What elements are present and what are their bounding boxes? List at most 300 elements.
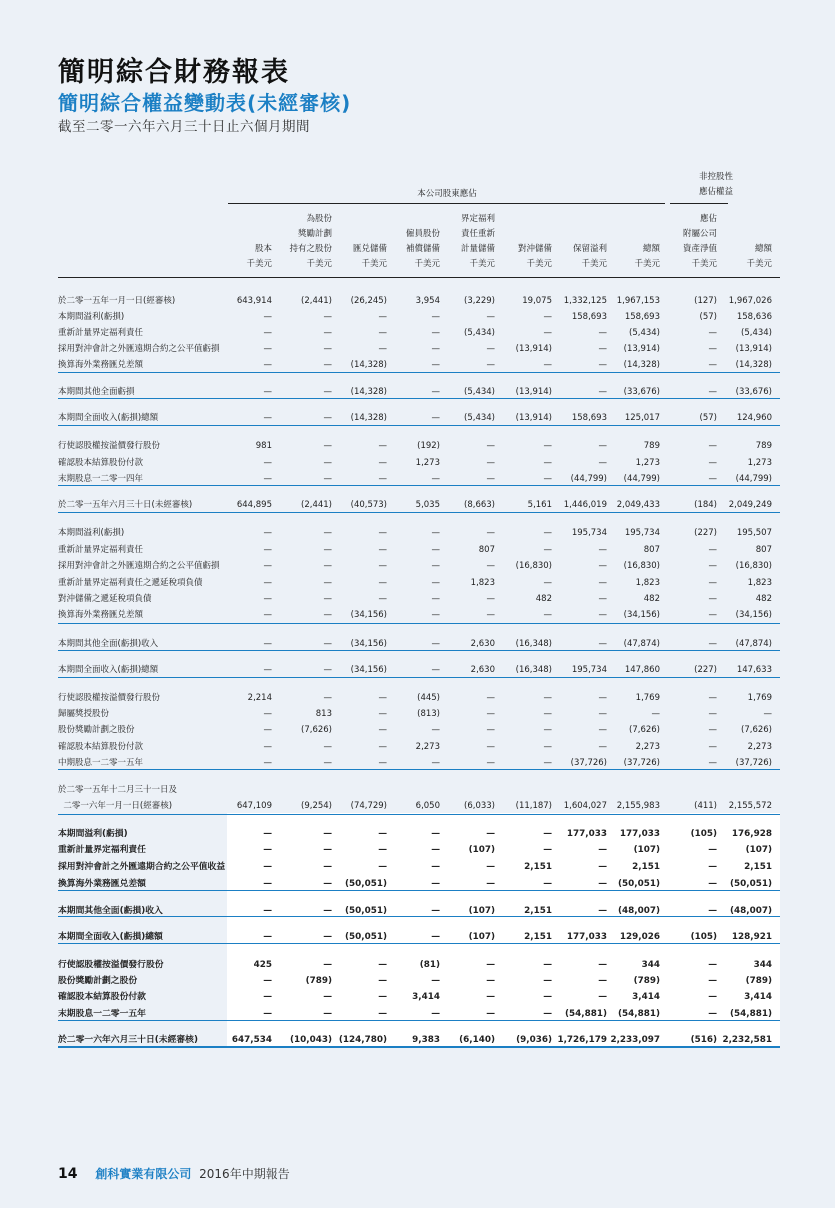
cell-value: (48,007): [618, 906, 660, 916]
cell-value: —: [323, 344, 332, 354]
row-label: 確認股本結算股份付款: [58, 992, 146, 1002]
cell-value: —: [378, 693, 387, 703]
cell-value: (7,626): [741, 725, 772, 735]
column-header: 股本 千美元: [246, 244, 272, 269]
cell-value: —: [431, 862, 440, 872]
cell-value: —: [543, 578, 552, 588]
cell-value: —: [323, 610, 332, 620]
cell-value: —: [323, 862, 332, 872]
cell-value: (50,051): [618, 879, 660, 889]
cell-value: —: [486, 758, 495, 768]
cell-value: —: [378, 845, 387, 855]
cell-value: (37,726): [735, 758, 772, 768]
cell-value: (44,799): [570, 474, 607, 484]
cell-value: 425: [253, 960, 272, 970]
cell-value: 2,151: [524, 932, 552, 942]
cell-value: 2,049,433: [616, 500, 660, 510]
cell-value: —: [263, 845, 272, 855]
cell-value: —: [263, 474, 272, 484]
cell-value: (184): [694, 500, 717, 510]
row-label: 末期股息一二零一五年: [58, 1009, 146, 1019]
cell-value: 147,860: [624, 665, 660, 675]
cell-value: —: [431, 845, 440, 855]
cell-value: 1,967,153: [616, 296, 660, 306]
cell-value: —: [378, 312, 387, 322]
row-label: 中期股息一二零一五年: [58, 758, 144, 768]
cell-value: —: [598, 992, 607, 1002]
cell-value: (40,573): [350, 500, 387, 510]
cell-value: —: [323, 1009, 332, 1019]
cell-value: 2,273: [747, 742, 772, 752]
cell-value: —: [598, 845, 607, 855]
cell-value: —: [486, 441, 495, 451]
cell-value: —: [263, 862, 272, 872]
cell-value: (54,881): [565, 1009, 607, 1019]
cell-value: —: [543, 458, 552, 468]
cell-value: —: [263, 906, 272, 916]
row-label: 本期間其他全面虧損: [58, 387, 135, 397]
cell-value: —: [543, 742, 552, 752]
table-row: [58, 455, 780, 471]
cell-value: (57): [699, 413, 717, 423]
cell-value: 177,033: [566, 829, 607, 839]
cell-value: (34,156): [623, 610, 660, 620]
cell-value: —: [486, 474, 495, 484]
cell-value: (16,830): [735, 561, 772, 571]
cell-value: 644,895: [236, 500, 272, 510]
cell-value: —: [431, 594, 440, 604]
cell-value: —: [543, 725, 552, 735]
cell-value: —: [378, 829, 387, 839]
cell-value: —: [598, 906, 607, 916]
table-row: [58, 525, 780, 541]
cell-value: —: [323, 578, 332, 588]
cell-value: (789): [305, 976, 332, 986]
page-number: 14: [58, 1166, 78, 1182]
nci-header: 非控股性 應佔權益: [698, 172, 733, 197]
cell-value: 147,633: [736, 665, 772, 675]
cell-value: 344: [641, 960, 660, 970]
table-row: [58, 755, 780, 771]
table-row: [58, 842, 780, 858]
cell-value: —: [323, 360, 332, 370]
cell-value: —: [263, 561, 272, 571]
row-label: 行使認股權按溢價發行股份: [58, 693, 161, 703]
cell-value: (81): [419, 960, 440, 970]
row-label: 歸屬獎授股份: [58, 709, 110, 719]
cell-value: —: [708, 545, 717, 555]
table-row: [58, 876, 780, 892]
cell-value: (107): [468, 906, 495, 916]
cell-value: —: [708, 862, 717, 872]
cell-value: (7,626): [629, 725, 660, 735]
cell-value: —: [263, 992, 272, 1002]
cell-value: —: [323, 458, 332, 468]
cell-value: (5,434): [464, 387, 495, 397]
cell-value: 5,035: [415, 500, 440, 510]
table-row: [58, 826, 780, 842]
cell-value: 2,155,983: [616, 801, 660, 811]
row-label: 行使認股權按溢價發行股份: [58, 441, 161, 451]
cell-value: (16,830): [623, 561, 660, 571]
cell-value: —: [323, 829, 332, 839]
table-row: [58, 739, 780, 755]
cell-value: —: [431, 344, 440, 354]
cell-value: —: [598, 862, 607, 872]
cell-value: —: [431, 561, 440, 571]
cell-value: —: [486, 561, 495, 571]
cell-value: (48,007): [730, 906, 772, 916]
cell-value: (5,434): [464, 413, 495, 423]
table-row: [58, 497, 780, 513]
cell-value: —: [486, 344, 495, 354]
cell-value: —: [378, 742, 387, 752]
table-row: [58, 325, 780, 341]
cell-value: 1,823: [470, 578, 495, 588]
cell-value: —: [378, 960, 387, 970]
cell-value: —: [263, 610, 272, 620]
cell-value: (50,051): [345, 906, 387, 916]
table-row: [58, 471, 780, 487]
column-header: 總額 千美元: [634, 244, 660, 269]
row-label: 末期股息一二零一四年: [58, 474, 144, 484]
cell-value: (37,726): [570, 758, 607, 768]
cell-value: 2,151: [524, 906, 552, 916]
row-label: 重新計量界定福利責任之遞延稅項負債: [58, 578, 203, 588]
cell-value: —: [708, 976, 717, 986]
statement-subtitle: 簡明綜合權益變動表(未經審核): [58, 91, 352, 115]
cell-value: —: [378, 725, 387, 735]
cell-value: (33,676): [623, 387, 660, 397]
cell-value: —: [378, 441, 387, 451]
cell-value: —: [708, 441, 717, 451]
cell-value: (105): [690, 829, 717, 839]
table-row: [58, 690, 780, 706]
cell-value: —: [708, 458, 717, 468]
cell-value: —: [543, 312, 552, 322]
cell-value: 789: [643, 441, 660, 451]
row-label: 採用對沖會計之外匯遠期合約之公平值虧損: [58, 561, 220, 571]
column-header: 界定福利 責任重新 計量儲備 千美元: [460, 214, 495, 269]
cell-value: —: [378, 1009, 387, 1019]
cell-value: —: [323, 693, 332, 703]
cell-value: —: [263, 829, 272, 839]
cell-value: —: [598, 742, 607, 752]
row-label: 採用對沖會計之外匯遠期合約之公平值虧損: [58, 344, 220, 354]
cell-value: —: [378, 328, 387, 338]
table-row: [58, 706, 780, 722]
cell-value: 1,823: [747, 578, 772, 588]
row-label: 重新計量界定福利責任: [58, 545, 144, 555]
cell-value: 177,033: [619, 829, 660, 839]
cell-value: 1,604,027: [563, 801, 607, 811]
cell-value: (8,663): [464, 500, 495, 510]
cell-value: 158,693: [571, 312, 607, 322]
cell-value: (6,033): [464, 801, 495, 811]
cell-value: —: [431, 610, 440, 620]
cell-value: (445): [417, 693, 440, 703]
cell-value: —: [263, 594, 272, 604]
cell-value: —: [543, 845, 552, 855]
cell-value: —: [263, 932, 272, 942]
cell-value: —: [263, 528, 272, 538]
cell-value: 1,273: [635, 458, 660, 468]
table-row: [58, 438, 780, 454]
cell-value: (227): [694, 665, 717, 675]
column-header: 匯兑儲備 千美元: [352, 244, 387, 269]
cell-value: 647,534: [231, 1035, 272, 1045]
row-label: 本期間溢利(虧損): [58, 312, 125, 322]
cell-value: —: [323, 474, 332, 484]
table-row: [58, 410, 780, 426]
cell-value: 1,726,179: [557, 1035, 607, 1045]
cell-value: (74,729): [350, 801, 387, 811]
cell-value: (37,726): [623, 758, 660, 768]
cell-value: 3,414: [412, 992, 440, 1002]
row-label: 行使認股權按溢價發行股份: [58, 960, 164, 970]
cell-value: (9,036): [516, 1035, 552, 1045]
cell-value: (26,245): [350, 296, 387, 306]
cell-value: —: [486, 976, 495, 986]
cell-value: 482: [643, 594, 660, 604]
cell-value: —: [543, 879, 552, 889]
table-row: [58, 1032, 780, 1048]
cell-value: —: [708, 344, 717, 354]
cell-value: —: [708, 474, 717, 484]
table-row: [58, 591, 780, 607]
report-name: 2016年中期報告: [199, 1167, 290, 1181]
page-footer: [58, 1165, 290, 1182]
cell-value: (13,914): [623, 344, 660, 354]
table-row: [58, 542, 780, 558]
cell-value: (3,229): [464, 296, 495, 306]
cell-value: 19,075: [522, 296, 552, 306]
cell-value: —: [543, 545, 552, 555]
nci-underline: [670, 203, 728, 204]
cell-value: —: [263, 976, 272, 986]
cell-value: 158,693: [571, 413, 607, 423]
cell-value: (50,051): [730, 879, 772, 889]
cell-value: (13,914): [515, 344, 552, 354]
cell-value: —: [263, 413, 272, 423]
cell-value: (47,874): [735, 639, 772, 649]
cell-value: (124,780): [338, 1035, 387, 1045]
cell-value: (44,799): [623, 474, 660, 484]
cell-value: (34,156): [735, 610, 772, 620]
cell-value: —: [378, 545, 387, 555]
row-label: 換算海外業務匯兑差額: [58, 360, 144, 370]
cell-value: (2,441): [301, 500, 332, 510]
cell-value: 6,050: [415, 801, 440, 811]
cell-value: —: [263, 578, 272, 588]
cell-value: —: [323, 413, 332, 423]
cell-value: 789: [755, 441, 772, 451]
cell-value: —: [708, 561, 717, 571]
cell-value: —: [543, 328, 552, 338]
cell-value: —: [598, 879, 607, 889]
cell-value: 3,414: [632, 992, 660, 1002]
cell-value: —: [486, 992, 495, 1002]
cell-value: —: [598, 693, 607, 703]
cell-value: (54,881): [618, 1009, 660, 1019]
cell-value: 195,507: [736, 528, 772, 538]
cell-value: (54,881): [730, 1009, 772, 1019]
cell-value: —: [543, 992, 552, 1002]
cell-value: —: [598, 458, 607, 468]
cell-value: —: [323, 387, 332, 397]
cell-value: —: [486, 960, 495, 970]
group-underline: [228, 203, 665, 204]
cell-value: (105): [690, 932, 717, 942]
cell-value: (6,140): [459, 1035, 495, 1045]
cell-value: 125,017: [624, 413, 660, 423]
cell-value: —: [651, 709, 660, 719]
cell-value: —: [543, 360, 552, 370]
cell-value: —: [323, 932, 332, 942]
table-row: [58, 558, 780, 574]
cell-value: —: [323, 758, 332, 768]
cell-value: 2,151: [524, 862, 552, 872]
cell-value: (34,156): [350, 610, 387, 620]
cell-value: 1,823: [635, 578, 660, 588]
cell-value: —: [263, 665, 272, 675]
column-header: 對沖儲備 千美元: [517, 244, 552, 269]
cell-value: 2,273: [635, 742, 660, 752]
cell-value: —: [378, 561, 387, 571]
cell-value: (2,441): [301, 296, 332, 306]
cell-value: —: [543, 960, 552, 970]
cell-value: 2,151: [632, 862, 660, 872]
cell-value: —: [486, 1009, 495, 1019]
cell-value: —: [708, 360, 717, 370]
cell-value: 2,214: [247, 693, 272, 703]
section-divider: [58, 623, 780, 624]
cell-value: —: [431, 387, 440, 397]
cell-value: (107): [468, 932, 495, 942]
cell-value: 643,914: [236, 296, 272, 306]
cell-value: —: [486, 725, 495, 735]
cell-value: —: [486, 709, 495, 719]
cell-value: (5,434): [741, 328, 772, 338]
cell-value: —: [263, 545, 272, 555]
table-row: [58, 989, 780, 1005]
cell-value: (10,043): [290, 1035, 332, 1045]
cell-value: (13,914): [515, 387, 552, 397]
row-label: 於二零一五年一月一日(經審核): [58, 296, 176, 306]
table-row: [58, 957, 780, 973]
row-label: 股份獎勵計劃之股份: [58, 976, 138, 986]
cell-value: —: [323, 545, 332, 555]
period-description: 截至二零一六年六月三十日止六個月期間: [58, 119, 310, 135]
cell-value: 2,155,572: [728, 801, 772, 811]
cell-value: —: [543, 709, 552, 719]
cell-value: (50,051): [345, 932, 387, 942]
cell-value: (47,874): [623, 639, 660, 649]
table-row: [58, 309, 780, 325]
cell-value: —: [323, 441, 332, 451]
table-row: [58, 293, 780, 309]
cell-value: —: [378, 344, 387, 354]
cell-value: 813: [315, 709, 332, 719]
cell-value: 807: [755, 545, 772, 555]
cell-value: —: [431, 665, 440, 675]
table-row: [58, 859, 780, 875]
cell-value: —: [431, 1009, 440, 1019]
cell-value: —: [323, 845, 332, 855]
cell-value: (33,676): [735, 387, 772, 397]
cell-value: —: [486, 360, 495, 370]
cell-value: 195,734: [624, 528, 660, 538]
cell-value: 176,928: [731, 829, 772, 839]
cell-value: —: [708, 693, 717, 703]
cell-value: 482: [535, 594, 552, 604]
cell-value: 2,273: [415, 742, 440, 752]
cell-value: (227): [694, 528, 717, 538]
cell-value: —: [263, 360, 272, 370]
cell-value: 2,232,581: [722, 1035, 772, 1045]
row-label: 換算海外業務匯兑差額: [58, 610, 144, 620]
row-label: 於二零一五年十二月三十一日及: [58, 785, 178, 795]
cell-value: —: [486, 594, 495, 604]
cell-value: —: [486, 742, 495, 752]
cell-value: —: [598, 594, 607, 604]
cell-value: —: [486, 862, 495, 872]
cell-value: 158,636: [736, 312, 772, 322]
cell-value: 2,630: [470, 639, 495, 649]
cell-value: 344: [753, 960, 772, 970]
cell-value: —: [708, 906, 717, 916]
cell-value: —: [598, 328, 607, 338]
cell-value: —: [598, 639, 607, 649]
cell-value: —: [598, 441, 607, 451]
cell-value: —: [708, 594, 717, 604]
cell-value: 3,414: [744, 992, 772, 1002]
cell-value: —: [431, 312, 440, 322]
cell-value: —: [431, 328, 440, 338]
cell-value: —: [598, 545, 607, 555]
cell-value: (127): [694, 296, 717, 306]
cell-value: —: [431, 360, 440, 370]
cell-value: 1,332,125: [563, 296, 607, 306]
row-label: 本期間其他全面(虧損)收入: [58, 906, 163, 916]
cell-value: —: [323, 960, 332, 970]
cell-value: 2,049,249: [728, 500, 772, 510]
cell-value: (34,156): [350, 639, 387, 649]
cell-value: —: [708, 578, 717, 588]
cell-value: —: [378, 474, 387, 484]
row-label: 採用對沖會計之外匯遠期合約之公平值收益: [58, 862, 226, 872]
cell-value: —: [431, 725, 440, 735]
cell-value: —: [598, 960, 607, 970]
cell-value: (14,328): [735, 360, 772, 370]
cell-value: —: [263, 709, 272, 719]
cell-value: —: [486, 879, 495, 889]
cell-value: —: [431, 976, 440, 986]
cell-value: 2,151: [744, 862, 772, 872]
row-label: 本期間全面收入(虧損)總額: [58, 413, 159, 423]
cell-value: (5,434): [629, 328, 660, 338]
row-label: 二零一六年一月一日(經審核): [58, 801, 173, 811]
group-header: 本公司股東應佔: [417, 189, 477, 199]
cell-value: —: [486, 312, 495, 322]
column-header: 應佔 附屬公司 資產淨值 千美元: [682, 214, 717, 269]
row-label: 確認股本結算股份付款: [58, 458, 144, 468]
cell-value: 158,693: [624, 312, 660, 322]
company-name: 創科實業有限公司: [95, 1167, 192, 1181]
section-divider: [58, 814, 780, 815]
cell-value: 128,921: [731, 932, 772, 942]
cell-value: —: [598, 561, 607, 571]
